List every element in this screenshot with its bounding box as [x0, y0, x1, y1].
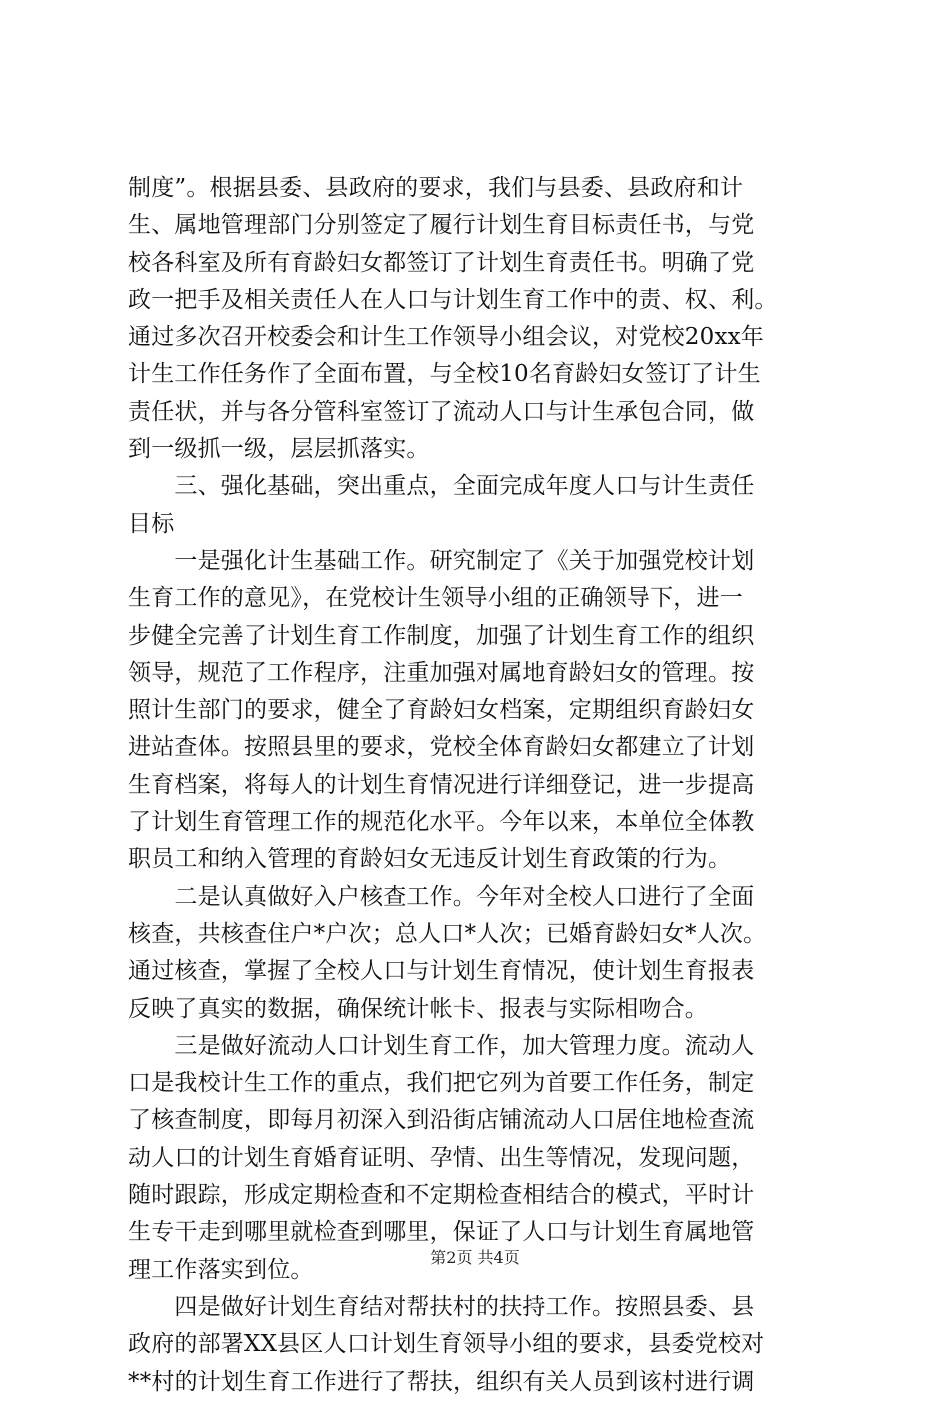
text-line: 三是做好流动人口计划生育工作，加大管理力度。流动人: [128, 1032, 755, 1059]
text-line: 进站查体。按照县里的要求，党校全体育龄妇女都建立了计划: [128, 734, 755, 761]
text-line: 生专干走到哪里就检查到哪里，保证了人口与计划生育属地管: [128, 1219, 755, 1246]
text-line: 领导，规范了工作程序，注重加强对属地育龄妇女的管理。按: [128, 659, 755, 686]
text-line: 生育工作的意见》，在党校计生领导小组的正确领导下，进一: [128, 585, 743, 612]
text-line: 口是我校计生工作的重点，我们把它列为首要工作任务，制定: [128, 1070, 755, 1097]
text-line: 二是认真做好入户核查工作。今年对全校人口进行了全面: [128, 883, 755, 910]
text-line: 政一把手及相关责任人在人口与计划生育工作中的责、权、利。: [128, 286, 778, 313]
text-line: 了计划生育管理工作的规范化水平。今年以来，本单位全体教: [128, 809, 755, 836]
text-line: 生、属地管理部门分别签定了履行计划生育目标责任书，与党: [128, 212, 755, 239]
text-line: 了核查制度，即每月初深入到沿街店铺流动人口居住地检查流: [128, 1107, 755, 1134]
section-heading-line: 目标: [128, 510, 175, 537]
text-line: 照计生部门的要求，健全了育龄妇女档案，定期组织育龄妇女: [128, 697, 755, 724]
text-line: 生育档案，将每人的计划生育情况进行详细登记，进一步提高: [128, 771, 755, 798]
text-line: 反映了真实的数据，确保统计帐卡、报表与实际相吻合。: [128, 995, 708, 1022]
text-line: 计生工作任务作了全面布置，与全校10名育龄妇女签订了计生: [128, 361, 761, 388]
text-line: **村的计划生育工作进行了帮扶，组织有关人员到该村进行调: [128, 1368, 755, 1395]
text-line: 理工作落实到位。: [128, 1256, 314, 1283]
text-line: 制度”。根据县委、县政府的要求，我们与县委、县政府和计: [128, 175, 744, 201]
page-number-footer: 第2页 共4页: [430, 1248, 520, 1267]
text-line: 一是强化计生基础工作。研究制定了《关于加强党校计划: [128, 547, 755, 574]
text-line: 四是做好计划生育结对帮扶村的扶持工作。按照县委、县: [128, 1293, 755, 1320]
text-line: 职员工和纳入管理的育龄妇女无违反计划生育政策的行为。: [128, 846, 732, 873]
text-line: 动人口的计划生育婚育证明、孕情、出生等情况，发现问题，: [128, 1144, 755, 1171]
text-line: 随时跟踪，形成定期检查和不定期检查相结合的模式，平时计: [128, 1182, 755, 1209]
text-line: 步健全完善了计划生育工作制度，加强了计划生育工作的组织: [128, 622, 755, 649]
text-line: 校各科室及所有育龄妇女都签订了计划生育责任书。明确了党: [128, 249, 755, 276]
text-line: 到一级抓一级，层层抓落实。: [128, 436, 430, 463]
text-line: 通过核查，掌握了全校人口与计划生育情况，使计划生育报表: [128, 958, 755, 985]
section-heading-line: 三、强化基础，突出重点，全面完成年度人口与计生责任: [128, 473, 755, 500]
text-line: 责任状，并与各分管科室签订了流动人口与计生承包合同，做: [128, 398, 755, 425]
text-line: 通过多次召开校委会和计生工作领导小组会议，对党校20xx年: [128, 324, 765, 351]
document-body: [128, 170, 838, 1401]
text-line: 政府的部署XX县区人口计划生育领导小组的要求，县委党校对: [128, 1331, 765, 1358]
text-line: 核查，共核查住户*户次；总人口*人次；已婚育龄妇女*人次。: [128, 920, 767, 947]
